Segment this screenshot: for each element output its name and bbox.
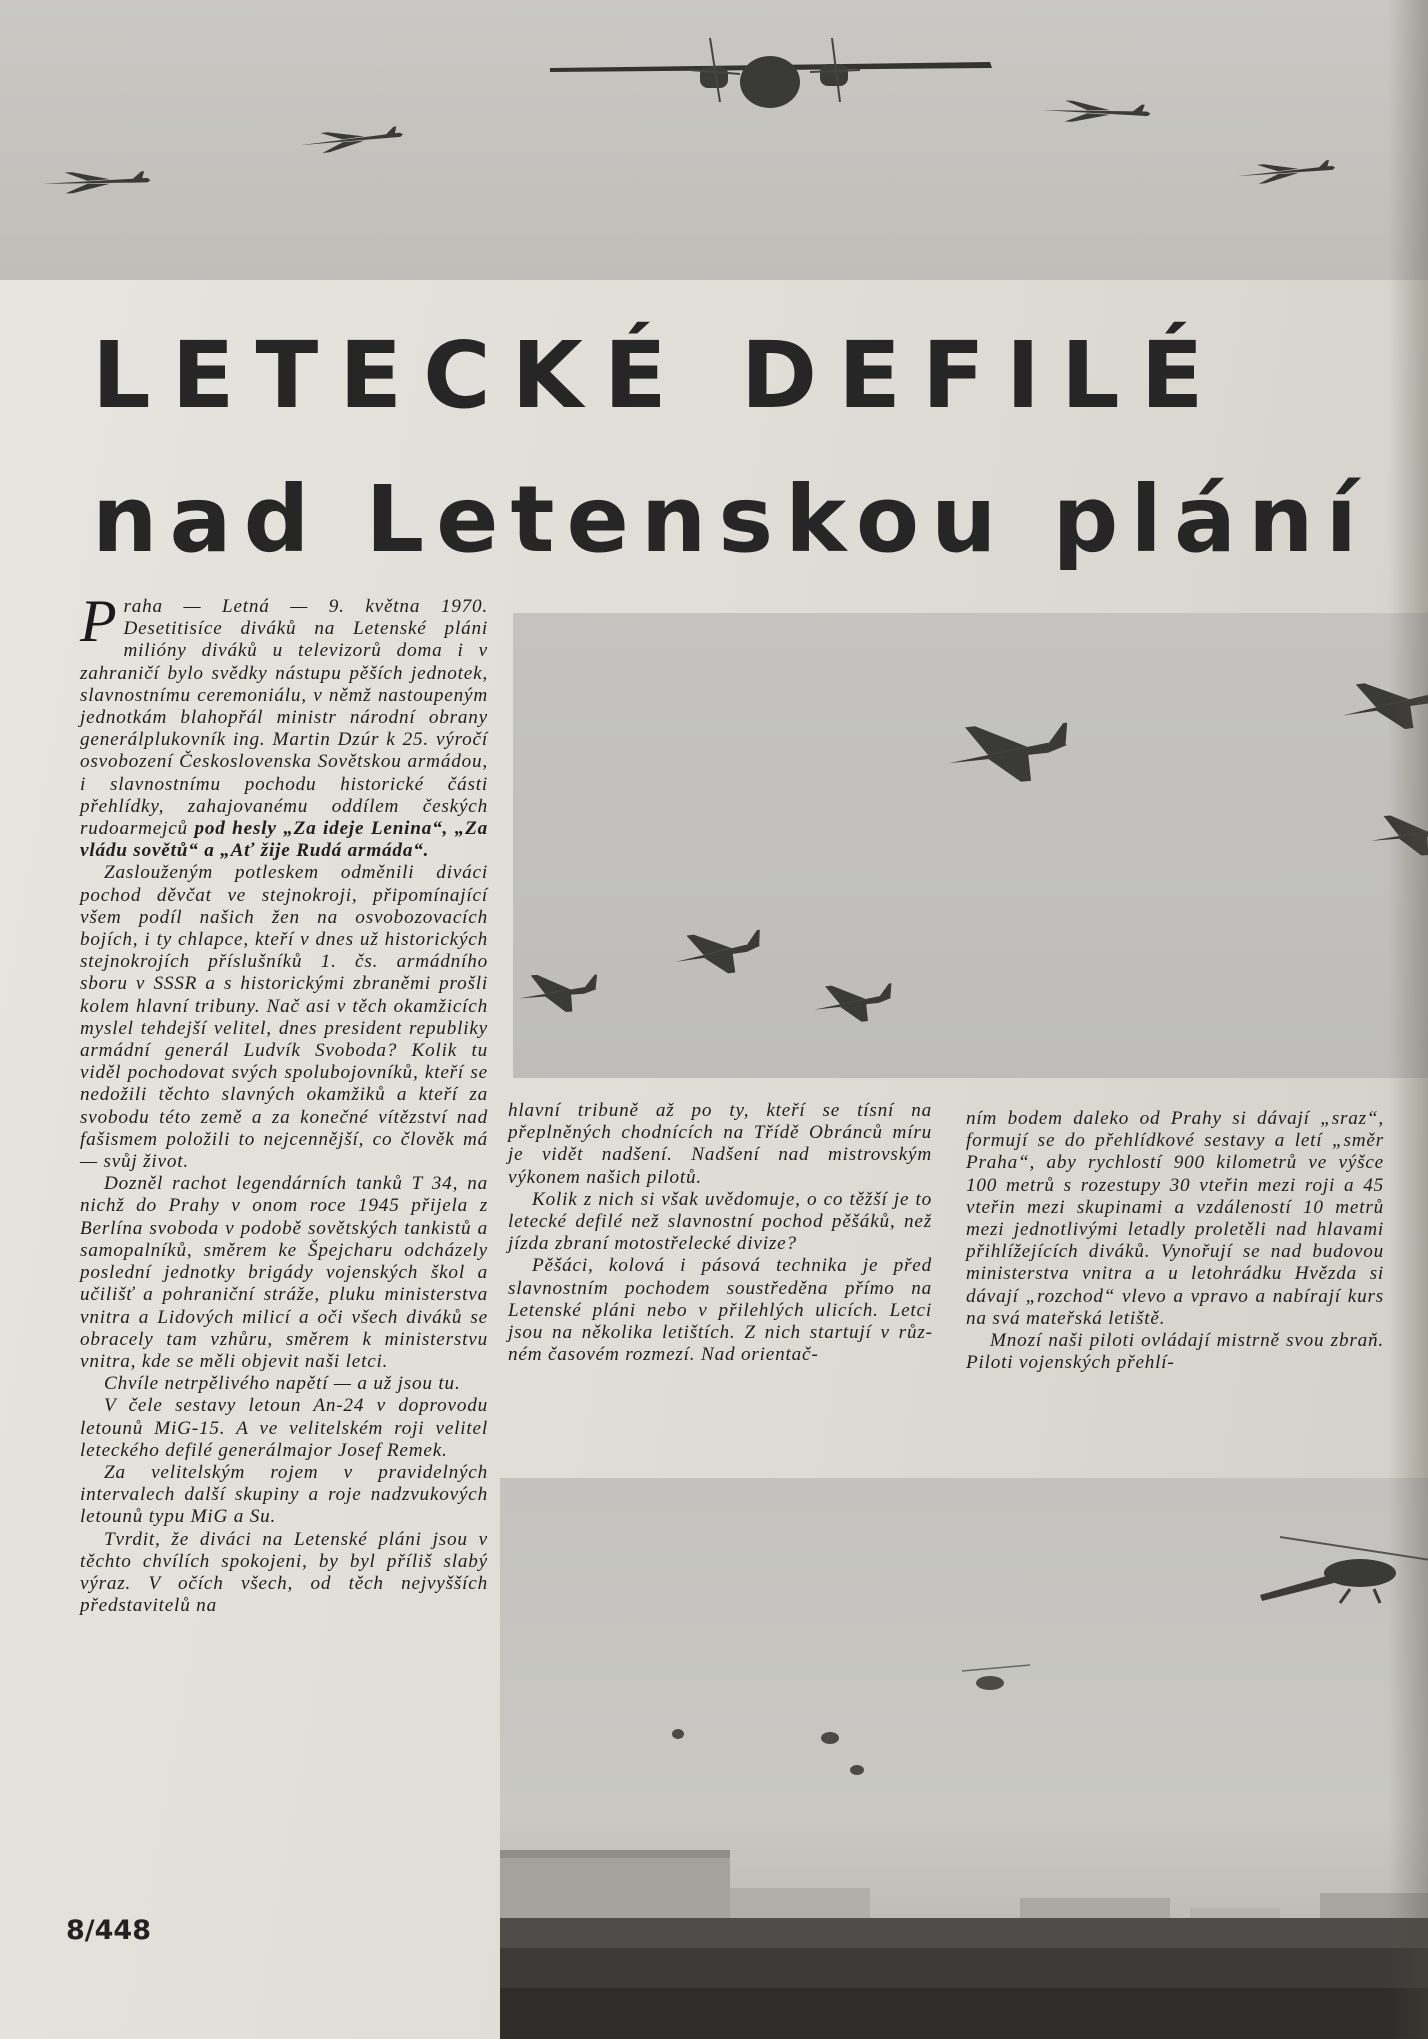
article-column-3 xyxy=(966,1108,1384,1374)
headline-line1: LETECKÉ DEFILÉ xyxy=(92,322,1225,429)
jet-icon xyxy=(812,979,895,1026)
jet-icon xyxy=(299,124,404,155)
dateline: raha — Letná — 9. května 1970. xyxy=(123,596,488,617)
article-column-1 xyxy=(80,588,488,1617)
jet-icon xyxy=(1042,100,1151,125)
drop-cap: P xyxy=(80,588,118,654)
slogans: pod hesly „Za ideje Lenina“, „Za vládu sovětů“ a „Ať žije Rudá armáda“. xyxy=(80,818,488,862)
article-paragraph: ním bodem daleko od Prahy si dávají „sraz“, formují se do přehlídkové sestavy a letí „směr Praha“, aby rychlostí 900 kilometrů ve výšce 100 metrů s rozestupy 30 vteřin mezi roji a 45 vteřin mezi skupinami a vzdáleností 10 metrů mezi jednotlivými letadly proletěli nad hlavami přihlížejících diváků. Vynořují se nad budovou ministerstva vnitra a u letohrádku Hvězda si dávají „rozchod“ vlevo a vpravo a nabírají kurs na svá mateřská letiště. xyxy=(966,1108,1384,1329)
helicopter-icon xyxy=(962,1665,1030,1690)
article-paragraph: Kolik z nich si však uvědomuje, o co těžší je to letecké defilé než slavnostní pochod pěšáků, než jízda zbraní motostřelecké divize? xyxy=(508,1188,932,1255)
jet-icon xyxy=(518,971,600,1015)
article-paragraph: V čele sestavy letoun An-24 v doprovodu letounů MiG-15. A ve velitelském roji velitel leteckého defilé generálmajor Josef Remek. xyxy=(80,1395,488,1461)
jet-icon xyxy=(42,170,151,195)
jet-icon xyxy=(672,925,765,980)
page-number: 8/448 xyxy=(66,1915,152,1946)
article-paragraph: Za velitelským rojem v pravidelných intervalech další skupiny a roje nadzvukových letounů typu MiG a Su. xyxy=(80,1461,488,1528)
photo-helicopters-over-crowd xyxy=(500,1478,1428,2039)
article-paragraph: Zaslouženým potleskem odměnili diváci pochod děvčat ve stejnokroji, připomínající všem podíl našich žen na osvobozovacích bojích, i ty chlapce, kteří v dnes už historických stejnokrojích příslušníků 1. čs. armádního sboru v SSSR a s historickými zbraněmi prošli kolem hlavní tribuny. Nač asi v těch okamžicích myslel tehdejší velitel, dnes president republiky armádní generál Ludvík Svoboda? Kolik tu viděl pochodovat svých spolubojovníků, kteří se nedožili těchto slavných okamžiků a kteří za svobodu této země a za konečné vítězství nad fašismem položili to nejcennější, co člověk má — svůj život. xyxy=(80,862,488,1173)
photo-jet-fighters xyxy=(513,613,1428,1078)
article-paragraph: Mnozí naši piloti ovládají mistrně svou zbraň. Piloti vojenských přehlí- xyxy=(966,1330,1384,1374)
photo-formation-aircraft xyxy=(0,0,1428,280)
article-paragraph: Pěšáci, kolová i pásová technika je před slavnostním pochodem soustředěna přímo na Letenské pláni nebo v přilehlých ulicích. Letci jsou na několika letištích. Z nich startují v různém časovém rozmezí. Nad orientač- xyxy=(508,1255,932,1366)
helicopter-icon xyxy=(850,1765,864,1775)
headline-line2: nad Letenskou plání xyxy=(92,466,1370,573)
jet-icon xyxy=(1237,158,1336,186)
transport-plane-icon xyxy=(550,38,992,108)
article-column-2 xyxy=(508,1100,932,1366)
article-paragraph: Tvrdit, že diváci na Letenské pláni jsou v těchto chvílích spokojeni, by byl příliš slabý výraz. V očích všech, od těch nejvyšších představitelů na xyxy=(80,1528,488,1617)
article-paragraph: hlavní tribuně až po ty, kteří se tísní na přeplněných chodnících na Třídě Obránců míru je vidět nadšení. Nadšení nad mistrovským výkonem našich pilotů. xyxy=(508,1100,932,1188)
jet-icon xyxy=(945,717,1073,789)
article-paragraph: Dozněl rachot legendárních tanků T 34, na nichž do Prahy v onom roce 1945 přijela z Berlína svoboda v podobě sovětských tankistů a samopalníků, směrem ke Špejcharu odcházely poslední jednotky brigády vojenských škol a učilišť a pohraniční stráže, pluku ministerstva vnitra a Lidových milicí a oči všech diváků se obracely tam vzhůru, směrem k ministerstvu vnitra, kde se měli objevit naši letci. xyxy=(80,1173,488,1372)
article-paragraph: Chvíle netrpělivého napětí — a už jsou tu. xyxy=(104,1373,461,1395)
helicopter-icon xyxy=(672,1729,684,1739)
helicopter-icon xyxy=(821,1732,839,1744)
page-edge-shadow xyxy=(1388,0,1428,2039)
article-paragraph: Praha — Letná — 9. května 1970. Desetitisíce diváků na Letenské pláni milióny diváků u televizorů doma i v zahraničí bylo svědky nástupu pěších jednotek, slavnostnímu ceremoniálu, v němž nastoupeným jednotkám blahopřál ministr národní obrany generálplukovník ing. Martin Dzúr k 25. výročí osvobození Československa Sovětskou armádou, i slavnostnímu pochodu historické části přehlídky, zahajovanému oddílem českých rudoarmejců pod hesly „Za ideje Lenina“, „Za vládu sovětů“ a „Ať žije Rudá armáda“. xyxy=(80,588,488,862)
